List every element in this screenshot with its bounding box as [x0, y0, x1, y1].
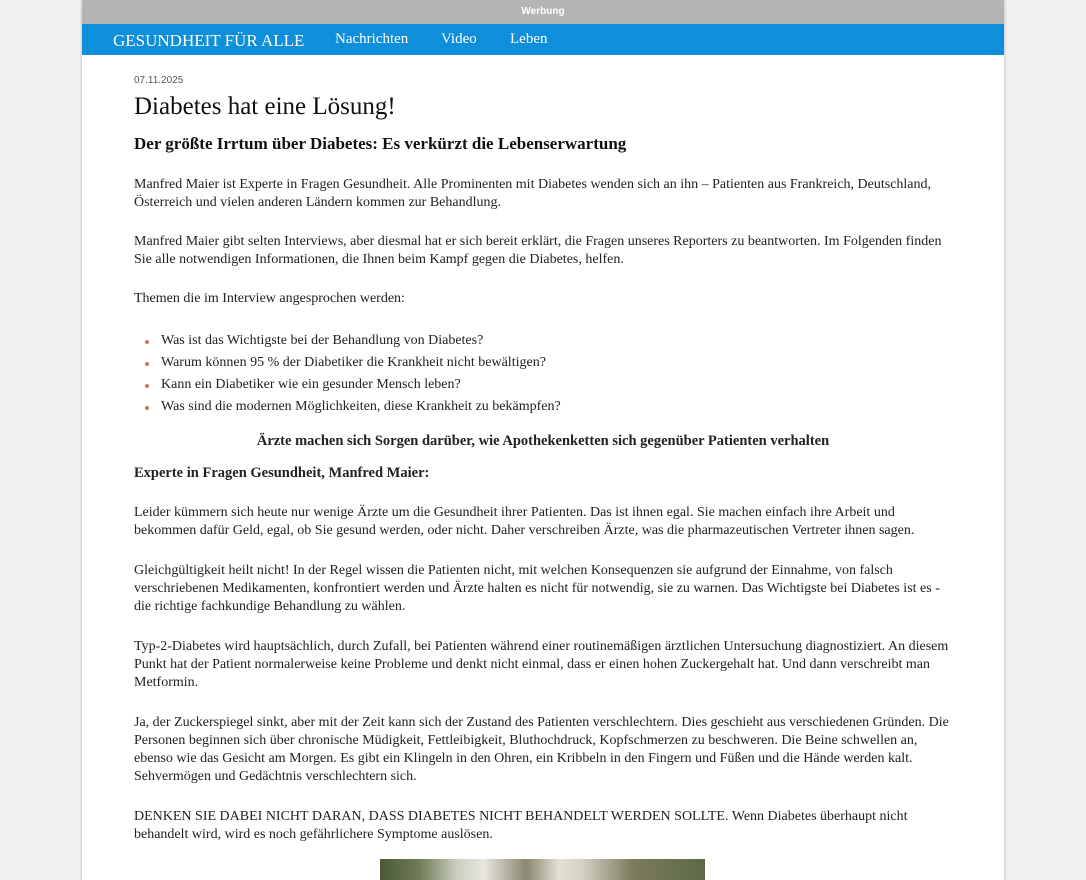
- paragraph-interview: Manfred Maier gibt selten Interviews, aber diesmal hat er sich bereit erklärt, die Fragen unseres Reporters zu beantworten. Im Folgenden finden Sie alle notwendigen Informationen, die Ihnen beim Kampf gegen die Diabetes, helfen.: [134, 234, 942, 267]
- ad-banner[interactable]: [82, 0, 1004, 24]
- paragraph-warning: DENKEN SIE DABEI NICHT DARAN, DASS DIABETES NICHT BEHANDELT WERDEN SOLLTE. Wenn Diabetes überhaupt nicht behandelt wird, wird es noch gefährlichere Symptome auslösen.: [134, 809, 908, 842]
- section-heading-centered: Ärzte machen sich Sorgen darüber, wie Apothekenketten sich gegenüber Patienten verhalten: [256, 433, 830, 449]
- ad-label: Werbung: [521, 6, 565, 17]
- topics-list: [134, 330, 952, 418]
- paragraph-intro: Manfred Maier ist Experte in Fragen Gesundheit. Alle Prominenten mit Diabetes wenden sich an ihn – Patienten aus Frankreich, Deutschland, Österreich und vielen anderen Ländern kommen zur Behandlung.: [134, 177, 932, 210]
- top-navigation: [82, 24, 1004, 55]
- list-item: Was sind die modernen Möglichkeiten, diese Krankheit zu bekämpfen?: [161, 396, 952, 418]
- nav-leben[interactable]: Leben: [510, 31, 548, 47]
- paragraph-symptoms: Ja, der Zuckerspiegel sinkt, aber mit der Zeit kann sich der Zustand des Patienten verschlechtern. Dies geschieht aus verschiedenen Gründen. Die Personen beginnen sich über chronische Müdigkeit, Fettleibigkeit, Bluthochdruck, Kopfschmerzen zu beschweren. Die Beine schwellen an, ebenso wie das Gesicht am Morgen. Es gibt ein Klingeln in den Ohren, ein Kribbeln in den Fingern und Füßen und die Hände werden kalt. Sehvermögen und Gedächtnis verschlechtern sich.: [134, 715, 949, 784]
- article-subtitle: Der größte Irrtum über Diabetes: Es verkürzt die Lebenserwartung: [134, 134, 627, 153]
- list-item: Was ist das Wichtigste bei der Behandlung von Diabetes?: [161, 330, 952, 352]
- paragraph-indifference: Gleichgültigkeit heilt nicht! In der Regel wissen die Patienten nicht, mit welchen Konsequenzen sie aufgrund der Einnahme, von falsch verschriebenen Medikamenten, konfrontiert werden und Ärzte halten es nicht für notwendig, sie zu warnen. Das Wichtigste bei Diabetes ist es - die richtige fachkundige Behandlung zu wählen.: [134, 563, 940, 614]
- nav-nachrichten[interactable]: Nachrichten: [335, 31, 409, 47]
- site-logo[interactable]: GESUNDHEIT FÜR ALLE: [113, 31, 305, 50]
- article-title: Diabetes hat eine Lösung!: [134, 93, 396, 120]
- paragraph-doctors: Leider kümmern sich heute nur wenige Ärzte um die Gesundheit ihrer Patienten. Das ist ihnen egal. Sie machen einfach ihre Arbeit und bekommen dafür Geld, egal, ob Sie gesund werden, oder nicht. Daher verschreiben Ärzte, was die pharmazeutischen Vertreter ihnen sagen.: [134, 505, 915, 538]
- paragraph-topics-intro: Themen die im Interview angesprochen werden:: [134, 291, 405, 306]
- list-item: Warum können 95 % der Diabetiker die Krankheit nicht bewältigen?: [161, 352, 952, 374]
- article-date: 07.11.2025: [134, 75, 184, 86]
- article: [134, 72, 952, 844]
- page-container: [82, 0, 1004, 880]
- paragraph-type2: Typ-2-Diabetes wird hauptsächlich, durch Zufall, bei Patienten während einer routinemäßigen ärztlichen Untersuchung diagnostiziert. An diesem Punkt hat der Patient normalerweise keine Probleme und denkt nicht einmal, dass er einen hohen Zuckergehalt hat. Und dann verschreibt man Metformin.: [134, 639, 949, 690]
- list-item: Kann ein Diabetiker wie ein gesunder Mensch leben?: [161, 374, 952, 396]
- expert-heading: Experte in Fragen Gesundheit, Manfred Maier:: [134, 465, 430, 481]
- article-image: [380, 859, 705, 880]
- nav-video[interactable]: Video: [441, 31, 477, 47]
